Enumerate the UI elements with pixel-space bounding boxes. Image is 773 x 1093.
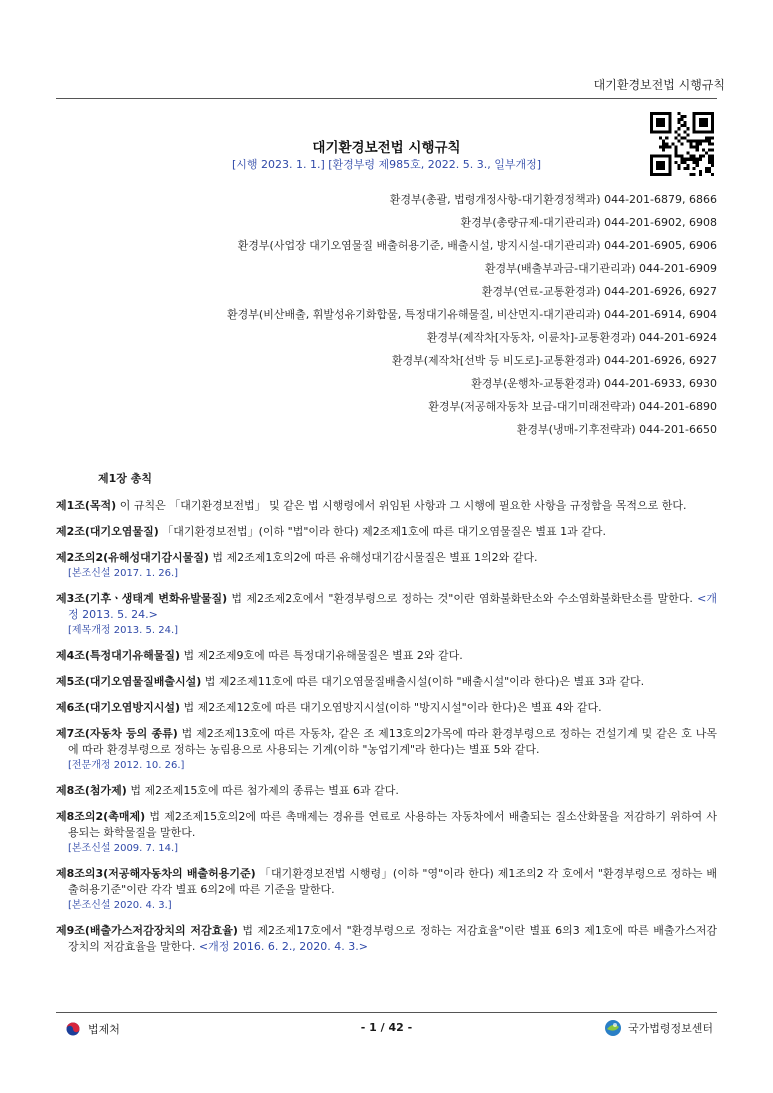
article-heading: 제4조(특정대기유해물질)	[56, 649, 180, 662]
contact-line: 환경부(총량규제-대기관리과) 044-201-6902, 6908	[460, 216, 717, 229]
amendment-note: [전문개정 2012. 10. 26.]	[68, 760, 185, 771]
article-text: 법 제2조제2호에서 "환경부령으로 정하는 것"이란 염화불화탄소와 수소염화불화탄소를 말한다.	[227, 592, 693, 605]
contact-line: 환경부(제작차[선박 등 비도로]-교통환경과) 044-201-6926, 6927	[391, 354, 717, 367]
article-text: 법 제2조제11호에 따른 대기오염물질배출시설(이하 "배출시설"이라 한다)은 별표 3과 같다.	[201, 675, 645, 688]
contact-list	[227, 188, 717, 441]
article-heading: 제8조의3(저공해자동차의 배출허용기준)	[56, 867, 256, 880]
article-1	[56, 498, 717, 514]
amendment-inline-note: <개정 2016. 6. 2., 2020. 4. 3.>	[195, 940, 368, 953]
article-text: 법 제2조제9호에 따른 특정대기유해물질은 별표 2와 같다.	[179, 649, 463, 662]
contact-line: 환경부(총괄, 법령개정사항-대기환경정책과) 044-201-6879, 6866	[389, 193, 717, 206]
article-8-2	[56, 809, 717, 856]
article-heading: 제1조(목적)	[56, 499, 117, 512]
footer-divider	[56, 1012, 717, 1013]
amendment-note: [본조신설 2017. 1. 26.]	[68, 568, 179, 579]
document-title: 대기환경보전법 시행규칙	[312, 140, 461, 156]
amendment-note: [본조신설 2020. 4. 3.]	[68, 900, 172, 911]
article-2-2	[56, 550, 717, 581]
contact-line: 환경부(운행차-교통환경과) 044-201-6933, 6930	[471, 377, 717, 390]
article-8-3	[56, 866, 717, 913]
article-4	[56, 648, 717, 664]
article-text: 이 규칙은 「대기환경보전법」 및 같은 법 시행령에서 위임된 사항과 그 시행에 필요한 사항을 규정함을 목적으로 한다.	[116, 499, 687, 512]
article-heading: 제5조(대기오염물질배출시설)	[56, 675, 202, 688]
contact-line: 환경부(배출부과금-대기관리과) 044-201-6909	[484, 262, 717, 275]
chapter-heading: 제1장 총칙	[98, 472, 152, 485]
contact-line: 환경부(저공해자동차 보급-대기미래전략과) 044-201-6890	[428, 400, 717, 413]
amendment-note: [본조신설 2009. 7. 14.]	[68, 843, 179, 854]
article-heading: 제7조(자동차 등의 종류)	[56, 727, 178, 740]
article-text: 법 제2조제1호의2에 따른 유해성대기감시물질은 별표 1의2와 같다.	[208, 551, 538, 564]
article-8	[56, 783, 717, 799]
article-6	[56, 700, 717, 716]
article-2	[56, 524, 717, 540]
article-text: 법 제2조제15호의2에 따른 촉매제는 경유를 연료로 사용하는 자동차에서 배출되는 질소산화물을 저감하기 위하여 사용되는 화학물질을 말한다.	[68, 810, 717, 839]
page-number: - 1 / 42 -	[360, 1021, 413, 1034]
footer-right	[604, 1019, 713, 1037]
footer-source: 국가법령정보센터	[627, 1022, 713, 1035]
contact-line: 환경부(연료-교통환경과) 044-201-6926, 6927	[481, 285, 717, 298]
article-heading: 제8조의2(촉매제)	[56, 810, 146, 823]
article-heading: 제8조(첨가제)	[56, 784, 127, 797]
article-heading: 제2조(대기오염물질)	[56, 525, 159, 538]
footer-publisher: 법제처	[88, 1023, 120, 1036]
header-divider	[56, 98, 717, 99]
article-7	[56, 726, 717, 773]
article-text: 「대기환경보전법 시행령」(이하 "영"이라 한다) 제1조의2 각 호에서 "환경부령으로 정하는 배출허용기준"이란 각각 별표 6의2에 따른 기준을 말한다.	[68, 867, 717, 896]
contact-line: 환경부(냉매-기후전략과) 044-201-6650	[516, 423, 717, 436]
article-heading: 제6조(대기오염방지시설)	[56, 701, 180, 714]
article-text: 법 제2조제13호에 따른 자동차, 같은 조 제13호의2가목에 따라 환경부령으로 정하는 건설기계 및 같은 호 나목에 따라 환경부령으로 정하는 농림용으로 사용되는 기계(이하 "농업기계"라 한다)는 별표 5와 같다.	[68, 727, 717, 756]
article-heading: 제9조(배출가스저감장치의 저감효율)	[56, 924, 238, 937]
article-3	[56, 591, 717, 638]
article-heading: 제3조(기후ㆍ생태계 변화유발물질)	[56, 592, 228, 605]
running-header: 대기환경보전법 시행규칙	[593, 78, 725, 92]
article-text: 법 제2조제15호에 따른 첨가제의 종류는 별표 6과 같다.	[126, 784, 399, 797]
article-5	[56, 674, 717, 690]
contact-line: 환경부(비산배출, 휘발성유기화합물, 특정대기유해물질, 비산먼지-대기관리과) 044-201-6914, 6904	[227, 308, 717, 321]
article-text: 법 제2조제17호에서 "환경부령으로 정하는 저감효율"이란 별표 6의3 제1호에 따른 배출가스저감장치의 저감효율을 말한다.	[68, 924, 718, 953]
article-text: 「대기환경보전법」(이하 "법"이라 한다) 제2조제1호에 따른 대기오염물질은 별표 1과 같다.	[158, 525, 607, 538]
amendment-inline-note: <개정 2013. 5. 24.>	[68, 592, 717, 621]
contact-line: 환경부(사업장 대기오염물질 배출허용기준, 배출시설, 방지시설-대기관리과) 044-201-6905, 6906	[237, 239, 717, 252]
globe-logo-icon	[604, 1019, 622, 1037]
article-heading: 제2조의2(유해성대기감시물질)	[56, 551, 209, 564]
amendment-note: [제목개정 2013. 5. 24.]	[68, 625, 179, 636]
article-text: 법 제2조제12호에 따른 대기오염방지시설(이하 "방지시설"이라 한다)은 별표 4와 같다.	[179, 701, 602, 714]
article-9	[56, 923, 717, 955]
document-body	[56, 470, 717, 965]
document-subtitle: [시행 2023. 1. 1.] [환경부령 제985호, 2022. 5. 3., 일부개정]	[231, 158, 542, 171]
contact-line: 환경부(제작차[자동차, 이륜차]-교통환경과) 044-201-6924	[426, 331, 717, 344]
